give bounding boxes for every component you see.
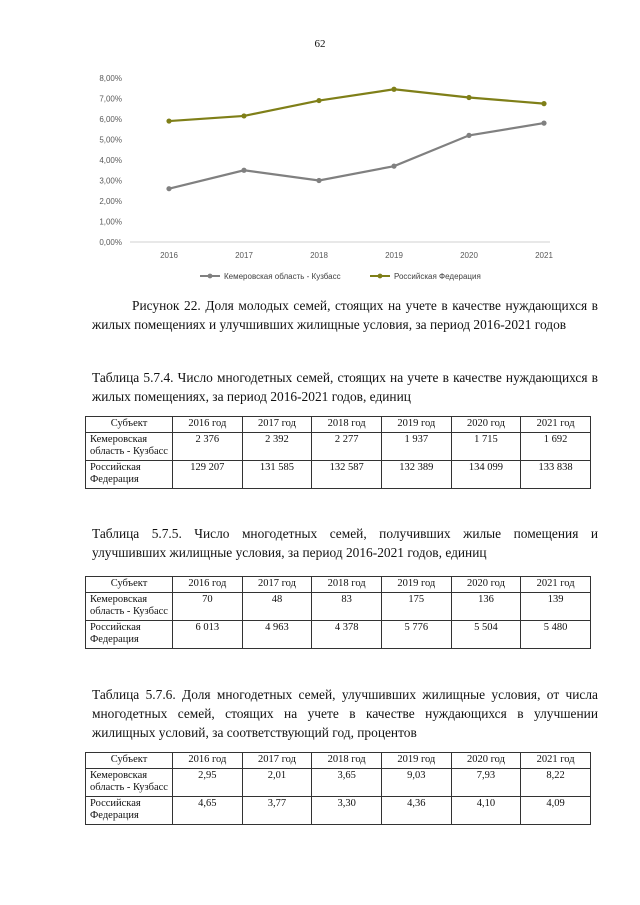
x-tick-label: 2016 — [160, 251, 178, 260]
cell-value: 4,10 — [451, 796, 521, 824]
header-year: 2021 год — [521, 753, 591, 769]
figure-caption-text: Рисунок 22. Доля молодых семей, стоящих на учете в качестве нуждающихся в жилых помещениях и улучшивших жилищные условия, за период 2016-2021 годов — [92, 298, 598, 332]
header-year: 2019 год — [381, 753, 451, 769]
header-year: 2016 год — [173, 753, 243, 769]
y-tick-label: 5,00% — [99, 135, 122, 145]
header-year: 2020 год — [451, 577, 521, 593]
series-point — [466, 95, 471, 100]
cell-value: 9,03 — [381, 768, 451, 796]
table-1-title-text: Таблица 5.7.4. Число многодетных семей, стоящих на учете в качестве нуждающихся в жилых помещениях, за период 2016-2021 годов, единиц — [92, 370, 598, 404]
cell-value: 175 — [381, 592, 451, 620]
cell-subject: Кемеровская область - Кузбасс — [86, 592, 173, 620]
legend-marker — [378, 274, 383, 279]
table-3-title-text: Таблица 5.7.6. Доля многодетных семей, улучшивших жилищные условия, от числа многодетных семей, стоящих на учете в качестве нуждающихся в улучшении жилищных условий, за соответствующий год, процентов — [92, 687, 598, 740]
header-year: 2016 год — [173, 417, 243, 433]
table-2-title — [92, 524, 598, 562]
cell-value: 4 378 — [312, 620, 382, 648]
cell-value: 5 504 — [451, 620, 521, 648]
page-number: 62 — [314, 38, 326, 50]
header-year: 2020 год — [451, 753, 521, 769]
series-point — [241, 168, 246, 173]
table-3 — [85, 752, 591, 825]
cell-value: 2,95 — [173, 768, 243, 796]
y-tick-label: 3,00% — [99, 176, 122, 186]
table-row — [86, 592, 591, 620]
cell-value: 4 963 — [242, 620, 312, 648]
cell-value: 131 585 — [242, 460, 312, 488]
cell-value: 83 — [312, 592, 382, 620]
cell-value: 3,30 — [312, 796, 382, 824]
series-line-1 — [169, 123, 544, 189]
x-tick-label: 2018 — [310, 251, 328, 260]
cell-value: 7,93 — [451, 768, 521, 796]
cell-value: 8,22 — [521, 768, 591, 796]
header-year: 2019 год — [381, 417, 451, 433]
y-tick-label: 4,00% — [99, 156, 122, 165]
header-year: 2018 год — [312, 417, 382, 433]
series-point — [541, 101, 546, 106]
cell-subject: Кемеровская область - Кузбасс — [86, 768, 173, 796]
x-tick-label: 2020 — [460, 251, 478, 260]
cell-value: 5 480 — [521, 620, 591, 648]
cell-subject: Российская Федерация — [86, 620, 173, 648]
series-point — [241, 113, 246, 118]
cell-value: 1 692 — [521, 432, 591, 460]
table-header-row — [86, 577, 591, 593]
series-point — [166, 186, 171, 191]
table-1 — [85, 416, 591, 489]
table-2-title-text: Таблица 5.7.5. Число многодетных семей, получивших жилые помещения и улучшивших жилищные условия, за период 2016-2021 годов, единиц — [92, 526, 598, 560]
series-line-2 — [169, 89, 544, 121]
series-point — [391, 164, 396, 169]
cell-subject: Российская Федерация — [86, 460, 173, 488]
legend-label: Российская Федерация — [394, 272, 481, 281]
y-tick-label: 6,00% — [99, 115, 122, 124]
cell-value: 3,77 — [242, 796, 312, 824]
y-tick-label: 7,00% — [99, 94, 122, 104]
cell-value: 2,01 — [242, 768, 312, 796]
header-year: 2016 год — [173, 577, 243, 593]
x-tick-label: 2019 — [385, 251, 403, 260]
table-1-title — [92, 368, 598, 406]
cell-value: 2 392 — [242, 432, 312, 460]
table-header-row — [86, 753, 591, 769]
header-year: 2020 год — [451, 417, 521, 433]
x-tick-label: 2021 — [535, 251, 553, 260]
cell-value: 4,36 — [381, 796, 451, 824]
y-tick-label: 0,00% — [99, 238, 122, 247]
header-year: 2021 год — [521, 417, 591, 433]
cell-subject: Кемеровская область - Кузбасс — [86, 432, 173, 460]
header-year: 2019 год — [381, 577, 451, 593]
series-point — [316, 178, 321, 183]
header-year: 2017 год — [242, 753, 312, 769]
table-3-title — [92, 685, 598, 742]
cell-value: 48 — [242, 592, 312, 620]
legend-marker — [208, 274, 213, 279]
table-row — [86, 620, 591, 648]
cell-value: 132 389 — [381, 460, 451, 488]
cell-value: 1 715 — [451, 432, 521, 460]
cell-subject: Российская Федерация — [86, 796, 173, 824]
cell-value: 136 — [451, 592, 521, 620]
cell-value: 3,65 — [312, 768, 382, 796]
cell-value: 4,09 — [521, 796, 591, 824]
legend-label: Кемеровская область - Кузбасс — [224, 272, 341, 281]
cell-value: 1 937 — [381, 432, 451, 460]
cell-value: 6 013 — [173, 620, 243, 648]
header-year: 2018 год — [312, 577, 382, 593]
cell-value: 5 776 — [381, 620, 451, 648]
header-year: 2021 год — [521, 577, 591, 593]
figure-caption — [92, 296, 598, 334]
table-2 — [85, 576, 591, 649]
table-row — [86, 768, 591, 796]
x-tick-label: 2017 — [235, 251, 253, 260]
header-year: 2018 год — [312, 753, 382, 769]
series-point — [316, 98, 321, 103]
series-point — [391, 87, 396, 92]
cell-value: 4,65 — [173, 796, 243, 824]
y-tick-label: 8,00% — [99, 74, 122, 83]
series-point — [466, 133, 471, 138]
table-row — [86, 796, 591, 824]
cell-value: 70 — [173, 592, 243, 620]
cell-value: 129 207 — [173, 460, 243, 488]
cell-value: 134 099 — [451, 460, 521, 488]
table-row — [86, 460, 591, 488]
cell-value: 2 277 — [312, 432, 382, 460]
cell-value: 139 — [521, 592, 591, 620]
header-subject: Субъект — [86, 577, 173, 593]
line-chart — [80, 62, 560, 290]
cell-value: 2 376 — [173, 432, 243, 460]
table-row — [86, 432, 591, 460]
series-point — [541, 121, 546, 126]
cell-value: 132 587 — [312, 460, 382, 488]
header-subject: Субъект — [86, 753, 173, 769]
cell-value: 133 838 — [521, 460, 591, 488]
y-tick-label: 2,00% — [99, 197, 122, 206]
header-year: 2017 год — [242, 577, 312, 593]
series-point — [166, 118, 171, 123]
header-year: 2017 год — [242, 417, 312, 433]
header-subject: Субъект — [86, 417, 173, 433]
y-tick-label: 1,00% — [99, 217, 122, 227]
table-header-row — [86, 417, 591, 433]
